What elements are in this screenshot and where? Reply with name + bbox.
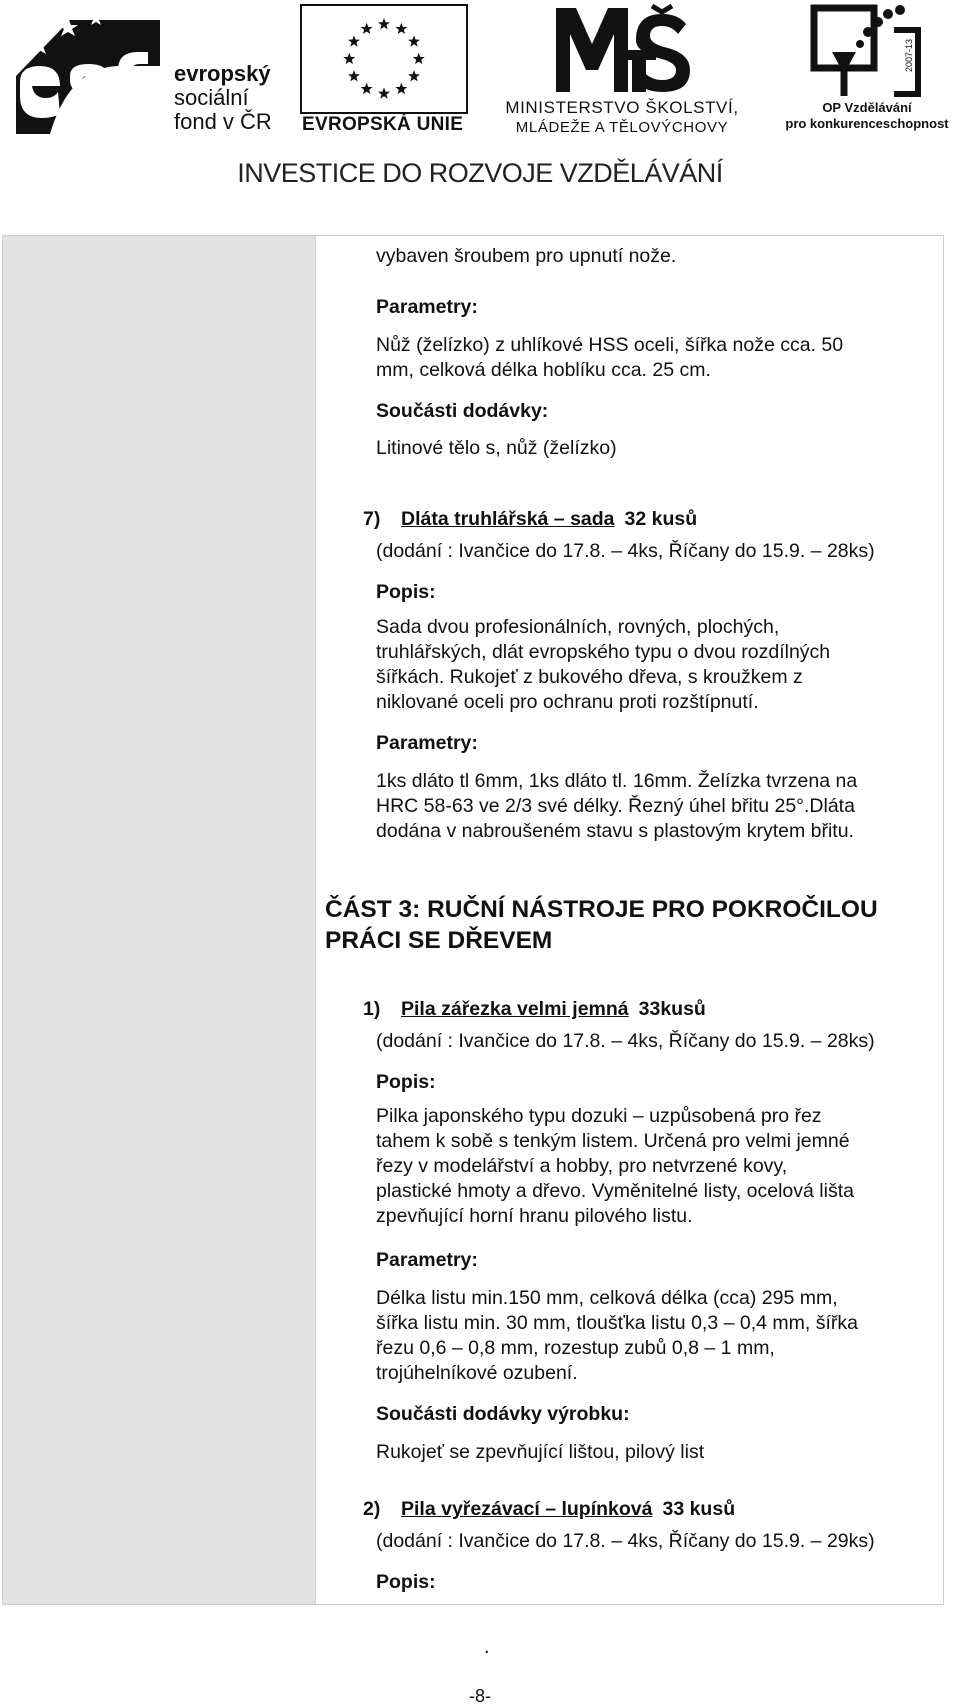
page-number: -8- <box>469 1686 491 1706</box>
op-logo-text: OP Vzdělávání pro konkurenceschopnost <box>785 100 949 131</box>
item-1-params-label: Parametry: <box>376 1249 478 1271</box>
msmt-logo-icon <box>552 4 692 96</box>
item-1-number: 1) <box>363 998 381 1020</box>
item-7-name: Dláta truhlářská – sada <box>401 508 615 530</box>
item-1-desc-line-1: Pilka japonského typu dozuki – uzpůsobená pro řez <box>376 1105 822 1127</box>
footer-dot: . <box>484 1636 490 1658</box>
item-1-desc-label: Popis: <box>376 1071 436 1093</box>
section-3-title-line-2: PRÁCI SE DŘEVEM <box>325 927 553 954</box>
investice-banner: INVESTICE DO ROZVOJE VZDĚLÁVÁNÍ <box>237 158 723 188</box>
intro-params-label: Parametry: <box>376 296 478 318</box>
item-2-number: 2) <box>363 1498 381 1520</box>
item-1-parts-label: Součásti dodávky výrobku: <box>376 1403 630 1425</box>
item-2-delivery: (dodání : Ivančice do 17.8. – 4ks, Říčany do 15.9. – 29ks) <box>376 1530 875 1552</box>
header-logos <box>0 0 960 200</box>
item-1-desc-line-5: zpevňující horní hranu pilového listu. <box>376 1205 693 1227</box>
intro-params-line-2: mm, celková délka hoblíku cca. 25 cm. <box>376 359 711 381</box>
item-7-heading <box>363 508 697 531</box>
intro-parts-line: Litinové tělo s, nůž (želízko) <box>376 437 617 459</box>
item-7-params-line-3: dodána v nabroušeném stavu s plastovým krytem břitu. <box>376 820 854 842</box>
intro-params-line-1: Nůž (želízko) z uhlíkové HSS oceli, šířka nože cca. 50 <box>376 334 844 356</box>
right-column <box>316 236 943 1604</box>
item-7-desc-line-3: šířkách. Rukojeť z bukového dřeva, s kroužkem z <box>376 666 803 688</box>
op-vzdelavani-logo-icon <box>808 2 926 100</box>
item-7-desc-line-2: truhlářských, dlát evropského typu o dvou rozdílných <box>376 641 831 663</box>
item-7-params-line-1: 1ks dláto tl 6mm, 1ks dláto tl. 16mm. Želízka tvrzena na <box>376 770 858 792</box>
item-2-heading <box>363 1498 735 1521</box>
eu-label: EVROPSKÁ UNIE <box>302 114 464 135</box>
item-1-params-line-1: Délka listu min.150 mm, celková délka (cca) 295 mm, <box>376 1287 838 1309</box>
left-column <box>3 236 316 1604</box>
item-1-heading <box>363 998 706 1021</box>
esf-logo-text: evropský sociální fond v ČR <box>174 61 272 134</box>
item-7-params-line-2: HRC 58-63 ve 2/3 své délky. Řezný úhel břitu 25°.Dláta <box>376 795 855 817</box>
intro-parts-label: Součásti dodávky: <box>376 400 549 422</box>
item-1-params-line-2: šířka listu min. 30 mm, tloušťka listu 0,3 – 0,4 mm, šířka <box>376 1312 858 1334</box>
item-1-desc-line-2: tahem k sobě s tenkým listem. Určená pro velmi jemné <box>376 1130 850 1152</box>
item-2-quantity: 33 kusů <box>662 1498 736 1520</box>
intro-line: vybaven šroubem pro upnutí nože. <box>376 245 677 267</box>
item-2-name: Pila vyřezávací – lupínková <box>401 1498 653 1520</box>
item-1-desc-line-4: plastické hmoty a dřevo. Vyměnitelné listy, ocelová lišta <box>376 1180 854 1202</box>
content-table <box>2 235 944 1605</box>
item-7-delivery: (dodání : Ivančice do 17.8. – 4ks, Říčany do 15.9. – 28ks) <box>376 540 875 562</box>
item-7-quantity: 32 kusů <box>624 508 698 530</box>
msmt-logo-text: MINISTERSTVO ŠKOLSTVÍ, MLÁDEŽE A TĚLOVÝCHOVY <box>505 98 739 136</box>
item-1-name: Pila zářezka velmi jemná <box>401 998 629 1020</box>
section-3-title-line-1: ČÁST 3: RUČNÍ NÁSTROJE PRO POKROČILOU <box>325 896 878 923</box>
item-1-quantity: 33kusů <box>638 998 706 1020</box>
item-7-number: 7) <box>363 508 381 530</box>
item-7-params-label: Parametry: <box>376 732 478 754</box>
esf-logo-icon <box>10 6 160 134</box>
op-year-text: 2007-13 <box>904 38 914 72</box>
item-7-desc-line-4: niklované oceli pro ochranu proti rozštípnutí. <box>376 691 759 713</box>
item-2-desc-label: Popis: <box>376 1571 436 1593</box>
item-1-desc-line-3: řezy v modelářství a hobby, pro netvrzené kovy, <box>376 1155 788 1177</box>
item-1-params-line-4: trojúhelníkové ozubení. <box>376 1362 578 1384</box>
item-1-delivery: (dodání : Ivančice do 17.8. – 4ks, Říčany do 15.9. – 28ks) <box>376 1030 875 1052</box>
item-1-params-line-3: řezu 0,6 – 0,8 mm, rozestup zubů 0,8 – 1 mm, <box>376 1337 775 1359</box>
item-7-desc-label: Popis: <box>376 581 436 603</box>
item-7-desc-line-1: Sada dvou profesionálních, rovných, plochých, <box>376 616 780 638</box>
eu-flag-icon <box>300 4 468 114</box>
item-1-parts-line: Rukojeť se zpevňující lištou, pilový list <box>376 1441 705 1463</box>
